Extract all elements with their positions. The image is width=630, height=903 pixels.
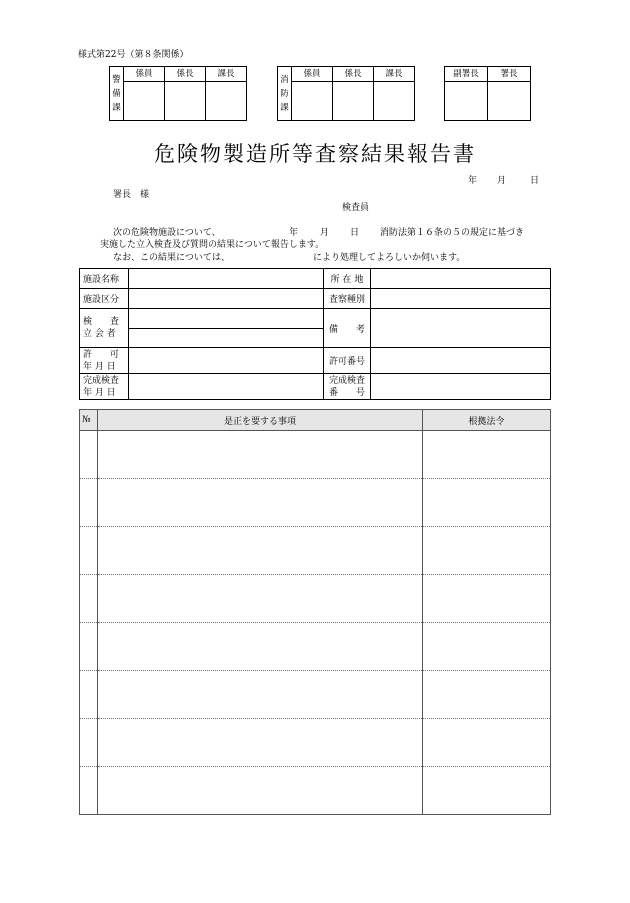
header-item: 是正を要する事項 xyxy=(98,410,423,431)
dept-label-shobo: 消 防 課 xyxy=(278,67,292,121)
value-facility-class[interactable] xyxy=(129,289,324,309)
body-line1-month: 月 xyxy=(320,228,330,238)
row-item[interactable] xyxy=(98,623,423,671)
row-item[interactable] xyxy=(98,767,423,815)
label-completion-date: 完成検査 年 月 日 xyxy=(80,374,129,400)
label-location: 所 在 地 xyxy=(324,269,371,289)
body-line3-a: なお、この結果については、 xyxy=(113,253,230,263)
header-no: № xyxy=(80,410,98,431)
row-no[interactable] xyxy=(80,431,98,479)
col-fuku-shocho: 副署長 xyxy=(445,67,488,82)
row-item[interactable] xyxy=(98,671,423,719)
row-law[interactable] xyxy=(423,623,551,671)
body-line1-a: 次の危険物施設について、 xyxy=(113,228,221,238)
label-inspection-type: 査察種別 xyxy=(324,289,371,309)
row-item[interactable] xyxy=(98,431,423,479)
stamp-cell[interactable] xyxy=(292,82,333,121)
stamp-cell[interactable] xyxy=(445,82,488,121)
page-title: 危険物製造所等査察結果報告書 xyxy=(154,142,476,166)
row-item[interactable] xyxy=(98,479,423,527)
stamp-cell[interactable] xyxy=(165,82,206,121)
stamp-box-shobo xyxy=(277,66,415,121)
row-item[interactable] xyxy=(98,527,423,575)
label-facility-class: 施設区分 xyxy=(80,289,129,309)
row-law[interactable] xyxy=(423,767,551,815)
row-law[interactable] xyxy=(423,671,551,719)
date-day: 日 xyxy=(530,176,540,186)
date-month: 月 xyxy=(497,176,507,186)
stamp-cell[interactable] xyxy=(488,82,531,121)
header-law: 根拠法令 xyxy=(423,410,551,431)
date-year: 年 xyxy=(468,176,478,186)
label-permit-date: 許 可 年 月 日 xyxy=(80,348,129,374)
body-line1-year: 年 xyxy=(289,228,299,238)
row-no[interactable] xyxy=(80,623,98,671)
value-permit-date[interactable] xyxy=(129,348,324,374)
value-remarks[interactable] xyxy=(371,309,551,348)
body-line1-law: 消防法第１６条の５の規定に基づき xyxy=(380,228,525,238)
stamp-cell[interactable] xyxy=(206,82,247,121)
stamp-box-chief xyxy=(444,66,531,121)
stamp-cell[interactable] xyxy=(374,82,415,121)
inspector-label: 検査員 xyxy=(342,203,370,213)
label-completion-number: 完成検査 番 号 xyxy=(324,374,371,400)
row-no[interactable] xyxy=(80,527,98,575)
body-line2: 実施した立入検査及び質問の結果について報告します。 xyxy=(100,240,325,250)
row-law[interactable] xyxy=(423,431,551,479)
label-remarks: 備 考 xyxy=(324,309,371,348)
row-no[interactable] xyxy=(80,767,98,815)
row-no[interactable] xyxy=(80,575,98,623)
recipient: 署長 様 xyxy=(113,190,150,200)
row-item[interactable] xyxy=(98,575,423,623)
row-item[interactable] xyxy=(98,719,423,767)
facility-info-table xyxy=(79,268,551,400)
corrections-table xyxy=(79,409,551,815)
col-kacho: 課長 xyxy=(374,67,415,82)
value-inspection-type[interactable] xyxy=(371,289,551,309)
col-kakari-in: 係員 xyxy=(292,67,333,82)
label-facility-name: 施設名称 xyxy=(80,269,129,289)
row-no[interactable] xyxy=(80,671,98,719)
row-law[interactable] xyxy=(423,479,551,527)
label-permit-number: 許可番号 xyxy=(324,348,371,374)
value-completion-number[interactable] xyxy=(371,374,551,400)
row-no[interactable] xyxy=(80,719,98,767)
label-witness: 検 査 立 会 者 xyxy=(80,309,129,348)
stamp-cell[interactable] xyxy=(333,82,374,121)
col-kakari-cho: 係長 xyxy=(333,67,374,82)
stamp-cell[interactable] xyxy=(124,82,165,121)
form-number: 様式第22号（第８条関係） xyxy=(78,50,189,60)
body-line3-b: により処理してよろしいか伺います。 xyxy=(313,253,466,263)
col-kakari-in: 係員 xyxy=(124,67,165,82)
value-witness-2[interactable] xyxy=(129,328,324,348)
stamp-box-keibi xyxy=(109,66,247,121)
dept-label-keibi: 警 備 課 xyxy=(110,67,124,121)
value-completion-date[interactable] xyxy=(129,374,324,400)
col-kacho: 課長 xyxy=(206,67,247,82)
value-facility-name[interactable] xyxy=(129,269,324,289)
row-law[interactable] xyxy=(423,527,551,575)
row-law[interactable] xyxy=(423,575,551,623)
value-location[interactable] xyxy=(371,269,551,289)
body-line1-day: 日 xyxy=(350,228,360,238)
row-law[interactable] xyxy=(423,719,551,767)
col-kakari-cho: 係長 xyxy=(165,67,206,82)
value-witness-1[interactable] xyxy=(129,309,324,329)
col-shocho: 署長 xyxy=(488,67,531,82)
row-no[interactable] xyxy=(80,479,98,527)
value-permit-number[interactable] xyxy=(371,348,551,374)
